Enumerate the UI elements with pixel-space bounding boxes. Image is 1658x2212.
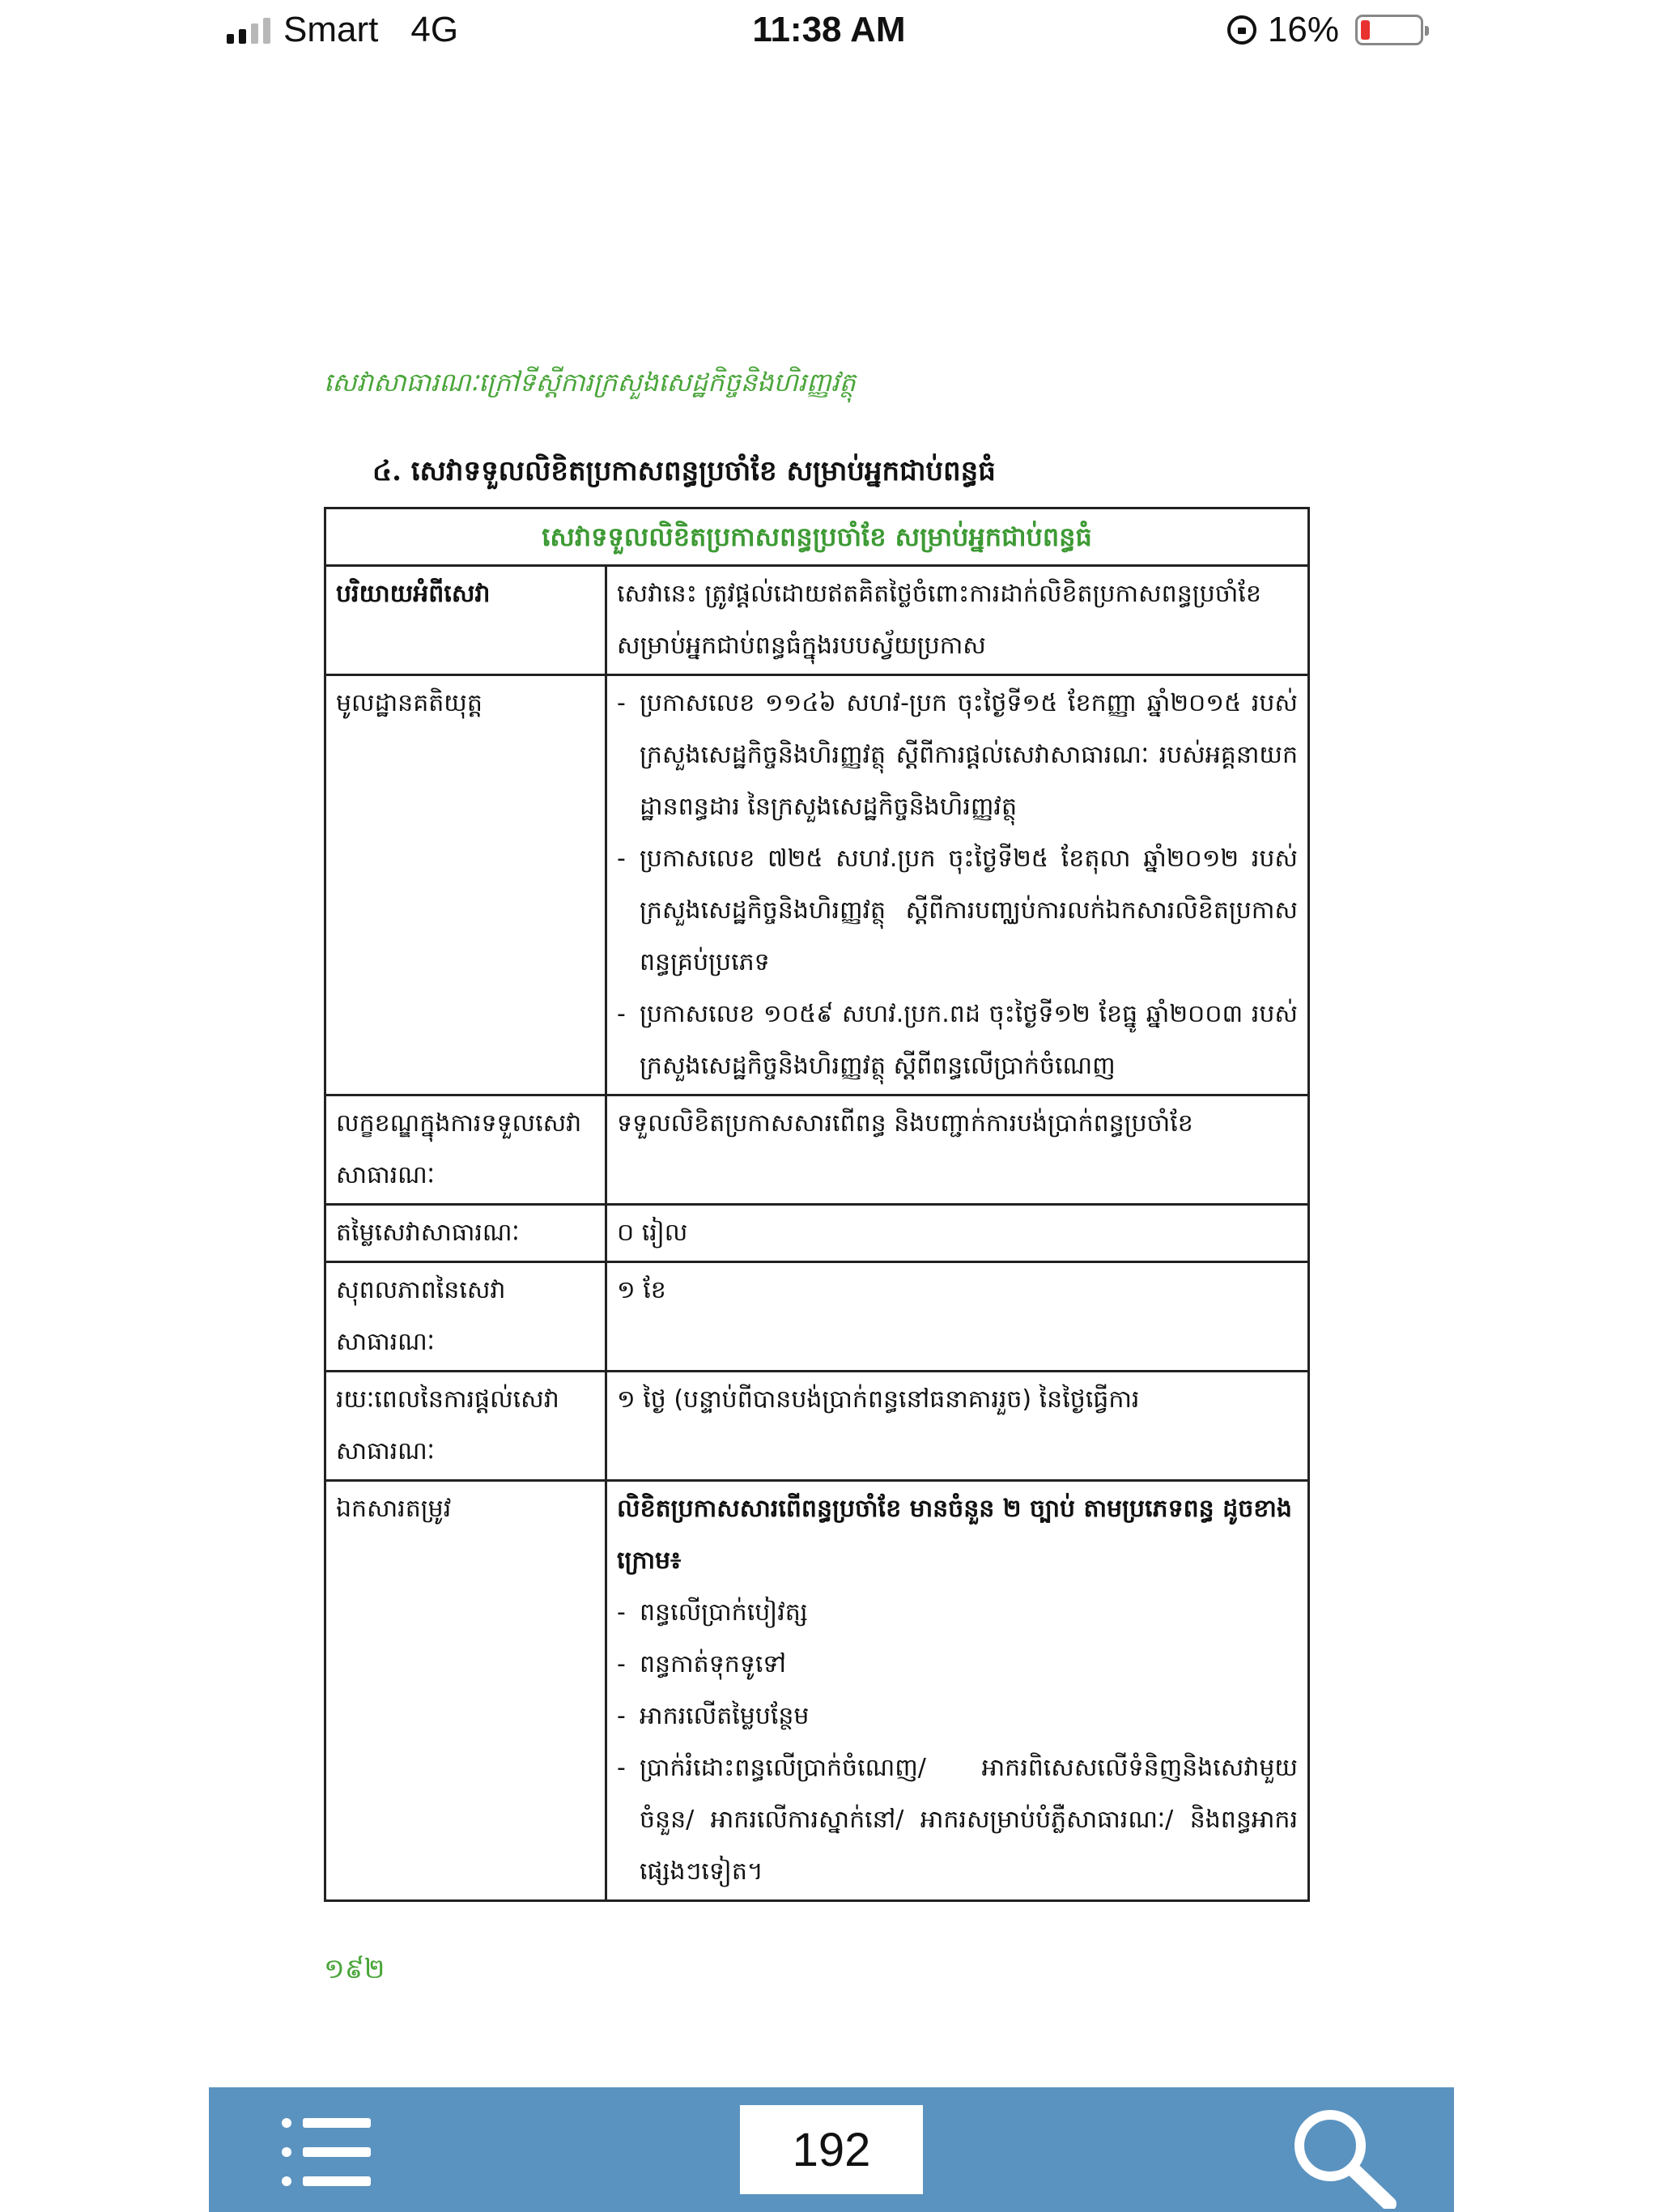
menu-button[interactable] (282, 2118, 371, 2186)
status-right (1227, 10, 1423, 50)
row-value-duration: ១ ថ្ងៃ (បន្ទាប់ពីបានបង់ប្រាក់ពន្ធនៅធនាគាររួច) នៃថ្ងៃធ្វើការ (606, 1372, 1309, 1481)
network-type: 4G (410, 10, 459, 49)
table-row (325, 1205, 1309, 1262)
list-item: - ប្រកាសលេខ ១០៥៩ សហវ.ប្រក.ពដ ចុះថ្ងៃទី១២ ខែធ្នូ ឆ្នាំ២០០៣ របស់ក្រសួងសេដ្ឋកិច្ចនិងហិរញ្ញវត្ថុ ស្តីពីពន្ធលើប្រាក់ចំណេញ (617, 1000, 1298, 1080)
service-info-table (324, 507, 1310, 1902)
battery-icon (1355, 15, 1423, 45)
running-head: សេវាសាធារណៈក្រៅទីស្តីការក្រសួងសេដ្ឋកិច្ចនិងហិរញ្ញវត្ថុ (324, 367, 856, 398)
row-label-documents: ឯកសារតម្រូវ (325, 1481, 606, 1901)
table-row (325, 1372, 1309, 1481)
row-value-legal-basis (606, 675, 1309, 1095)
battery-percent: 16% (1267, 10, 1339, 49)
search-button[interactable] (1286, 2104, 1407, 2209)
row-label-description: បរិយាយអំពីសេវា (325, 566, 606, 675)
row-label-validity: សុពលភាពនៃសេវាសាធារណៈ (325, 1262, 606, 1372)
table-row (325, 1481, 1309, 1901)
list-item: - ប្រកាសលេខ ១១៤៦ សហវ-ប្រក ចុះថ្ងៃទី១៥ ខែកញ្ញា ឆ្នាំ២០១៥ របស់ក្រសួងសេដ្ឋកិច្ចនិងហិរញ្ញវត្ថុ ស្តីពីការផ្តល់សេវាសាធារណៈ របស់អគ្គនាយកដ្ឋានពន្ធដារ នៃក្រសួងសេដ្ឋកិច្ចនិងហិរញ្ញវត្ថុ (617, 689, 1298, 821)
row-value-conditions: ទទួលលិខិតប្រកាសសារពើពន្ធ និងបញ្ជាក់ការបង់ប្រាក់ពន្ធប្រចាំខែ (606, 1095, 1309, 1205)
table-row (325, 675, 1309, 1095)
status-bar (0, 0, 1658, 65)
table-title: សេវាទទួលលិខិតប្រកាសពន្ធប្រចាំខែ សម្រាប់អ្នកជាប់ពន្ធធំ (325, 508, 1309, 566)
row-label-conditions: លក្ខខណ្ឌក្នុងការទទួលសេវាសាធារណៈ (325, 1095, 606, 1205)
row-label-duration: រយៈពេលនៃការផ្តល់សេវាសាធារណៈ (325, 1372, 606, 1481)
table-row (325, 566, 1309, 675)
row-value-validity: ១ ខែ (606, 1262, 1309, 1372)
documents-intro: លិខិតប្រកាសសារពើពន្ធប្រចាំខែ មានចំនួន ២ ច្បាប់ តាមប្រភេទពន្ធ ដូចខាងក្រោម៖ (617, 1495, 1292, 1575)
table-row (325, 1095, 1309, 1205)
list-item: - ប្រកាសលេខ ៧២៥ សហវ.ប្រក ចុះថ្ងៃទី២៥ ខែតុលា ឆ្នាំ២០១២ របស់ក្រសួងសេដ្ឋកិច្ចនិងហិរញ្ញវត្ថុ ស្តីពីការបញ្ឈប់ការលក់ឯកសារលិខិតប្រកាសពន្ធគ្រប់ប្រភេទ (617, 844, 1298, 976)
table-title-row (325, 508, 1309, 566)
carrier-name: Smart (283, 10, 379, 49)
row-value-documents (606, 1481, 1309, 1901)
list-item: - អាករលើតម្លៃបន្ថែម (617, 1702, 810, 1730)
battery-level-fill (1361, 20, 1370, 40)
row-label-fee: តម្លៃសេវាសាធារណៈ (325, 1205, 606, 1262)
section-heading: ៤. សេវាទទួលលិខិតប្រកាសពន្ធប្រចាំខែ សម្រាប់អ្នកជាប់ពន្ធធំ (372, 455, 996, 487)
row-label-legal-basis: មូលដ្ឋានគតិយុត្ត (325, 675, 606, 1095)
list-item: - ពន្ធកាត់ទុកទូទៅ (617, 1650, 786, 1678)
clock: 11:38 AM (752, 10, 906, 49)
rotation-lock-icon (1227, 15, 1256, 45)
list-item: - ប្រាក់រំដោះពន្ធលើប្រាក់ចំណេញ/ អាករពិសេសលើទំនិញនិងសេវាមួយចំនួន/ អាករលើការស្នាក់នៅ/ អាករសម្រាប់បំភ្លឺសាធារណៈ/ និងពន្ធអាករផ្សេងៗទៀត។ (617, 1754, 1298, 1886)
page-number-input[interactable] (740, 2105, 923, 2194)
bottom-toolbar (209, 2087, 1454, 2212)
page-number: ១៩២ (324, 1953, 385, 1985)
table-row (325, 1262, 1309, 1372)
row-value-fee: ០ រៀល (606, 1205, 1309, 1262)
row-value-description: សេវានេះ ត្រូវផ្តល់ដោយឥតគិតថ្លៃចំពោះការដាក់លិខិតប្រកាសពន្ធប្រចាំខែ សម្រាប់អ្នកជាប់ពន្ធធំក្នុងរបបស្វ័យប្រកាស (606, 566, 1309, 675)
list-item: - ពន្ធលើប្រាក់បៀវត្ស (617, 1598, 808, 1627)
search-icon (1286, 2104, 1407, 2209)
